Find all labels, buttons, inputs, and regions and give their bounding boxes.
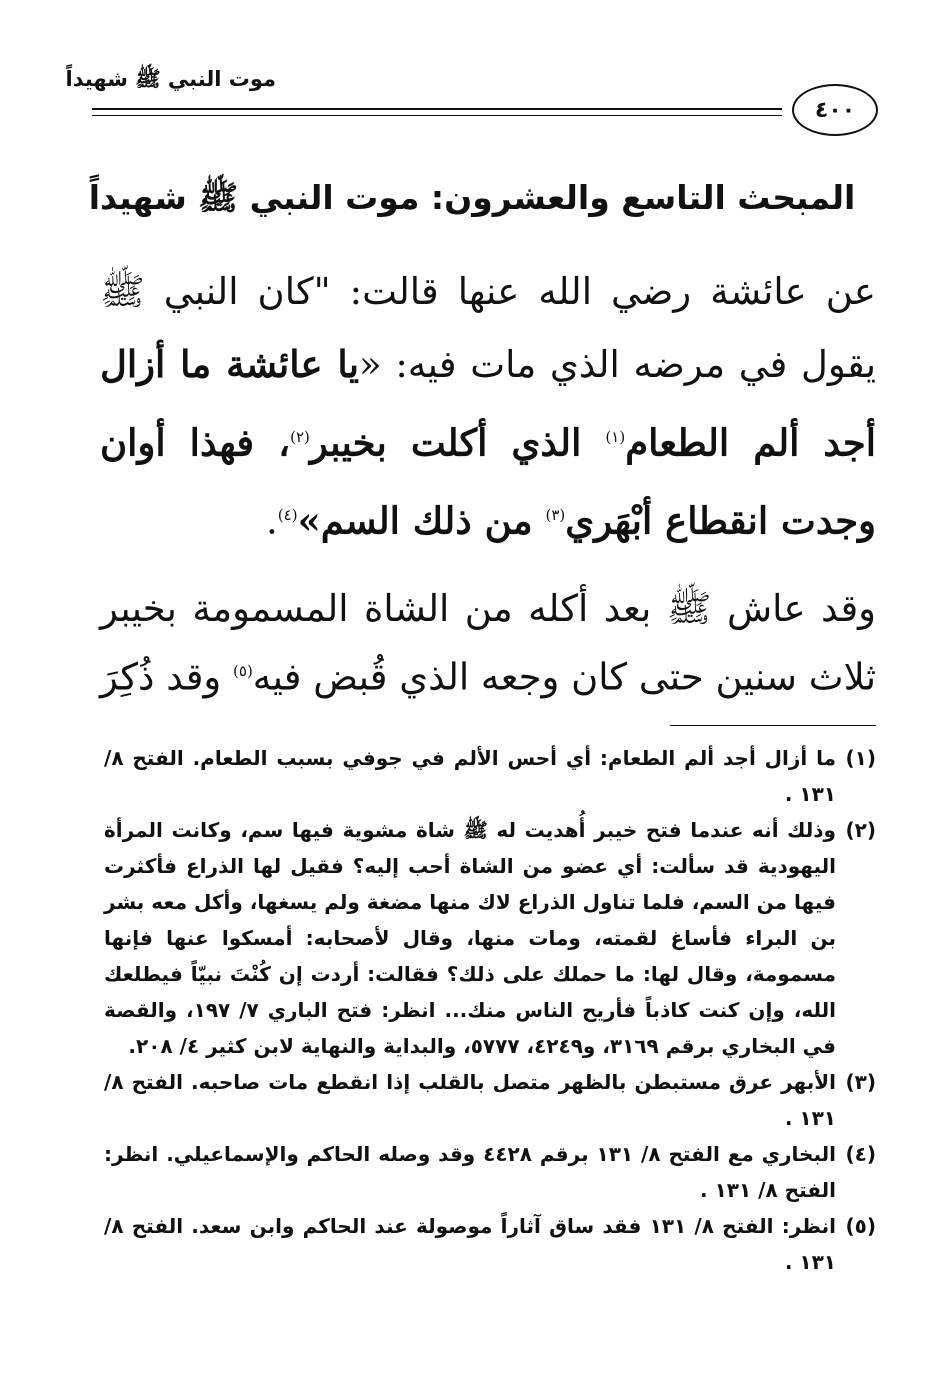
page-number: ٤٠٠ xyxy=(792,84,878,136)
footnote-separator xyxy=(670,725,876,726)
footnote-2 xyxy=(104,812,876,1064)
body-paragraph-1 xyxy=(100,256,876,558)
header-rule-thick xyxy=(92,108,782,110)
footnote-text: ما أزال أجد ألم الطعام: أي أحس الألم في جوفي بسبب الطعام. الفتح ٨/ ١٣١ . xyxy=(104,746,836,806)
footnote-text: الأبهر عرق مستبطن بالظهر متصل بالقلب إذا انقطع مات صاحبه. الفتح ٨/ ١٣١ . xyxy=(104,1070,836,1130)
footnote-mark-2: (٢) xyxy=(290,428,310,446)
footnotes-section xyxy=(104,740,876,1280)
footnote-text: انظر: الفتح ٨/ ١٣١ فقد ساق آثاراً موصولة عند الحاكم وابن سعد. الفتح ٨/ ١٣١ . xyxy=(104,1214,836,1274)
footnote-4 xyxy=(104,1136,876,1208)
para1-quote-4: من ذلك السم» xyxy=(297,498,546,543)
footnote-5 xyxy=(104,1208,876,1280)
footnote-mark-5: (٥) xyxy=(233,662,253,680)
footnote-mark-3: (٣) xyxy=(545,506,566,525)
running-title: موت النبي ﷺ شهيداً xyxy=(65,67,276,91)
para1-end: . xyxy=(266,499,278,543)
footnote-number: (٥) xyxy=(845,1214,876,1238)
para2-end: وقد ذُكِرَ xyxy=(100,655,234,699)
footnote-text: وذلك أنه عندما فتح خيبر أُهديت له ﷺ شاة مشوية فيها سم، وكانت المرأة اليهودية قد سألت: أي عضو من الشاة أحب إليه؟ فقيل لها الذراع فأكثرت فيها من السم، فلما تناول الذراع لاك منها مضغة ولم يسغها، وأكل معه بشر بن البراء فأساغ لقمته، ومات منها، وقال لأصحابه: أمسكوا عنها فإنها مسمومة، وقال لها: ما حملك على ذلك؟ فقالت: أردت إن كُنْتَ نبيّاً فيطلعك الله، وإن كنت كاذباً فأريح الناس منك... انظر: فتح الباري ٧/ ١٩٧، والقصة في البخاري برقم ٣١٦٩، و٤٢٤٩، ٥٧٧٧، والبداية والنهاية لابن كثير ٤/ ٢٠٨. xyxy=(104,818,836,1058)
footnote-3 xyxy=(104,1064,876,1136)
footnote-text: البخاري مع الفتح ٨/ ١٣١ برقم ٤٤٢٨ وقد وصله الحاكم والإسماعيلي. انظر: الفتح ٨/ ١٣١ . xyxy=(104,1142,836,1202)
para2-text: وقد عاش ﷺ بعد أكله من الشاة المسمومة بخيبر ثلاث سنين حتى كان وجعه الذي قُبض فيه xyxy=(100,587,876,699)
footnote-number: (٢) xyxy=(845,818,876,842)
footnote-1 xyxy=(104,740,876,812)
footnote-number: (٤) xyxy=(845,1142,876,1166)
footnote-number: (٣) xyxy=(845,1070,876,1094)
footnote-mark-4: (٤) xyxy=(277,506,298,525)
para1-quote-2: الذي أكلت بخيبر xyxy=(309,420,606,465)
body-paragraph-2 xyxy=(100,578,876,708)
para1-quote-3: ، فهذا أوان وجدت انقطاع أبْهَري xyxy=(100,420,876,543)
chapter-heading: المبحث التاسع والعشرون: موت النبي ﷺ شهيداً xyxy=(88,178,856,217)
para1-intro: عن عائشة رضي الله عنها قالت: "كان النبي ﷺ يقول في مرضه الذي مات فيه: « xyxy=(100,270,876,386)
header-rule-thin xyxy=(92,115,782,116)
footnote-mark-1: (١) xyxy=(605,428,626,446)
footnote-number: (١) xyxy=(845,746,876,770)
para1-quote-1: يا عائشة ما أزال أجد ألم الطعام xyxy=(100,342,877,465)
